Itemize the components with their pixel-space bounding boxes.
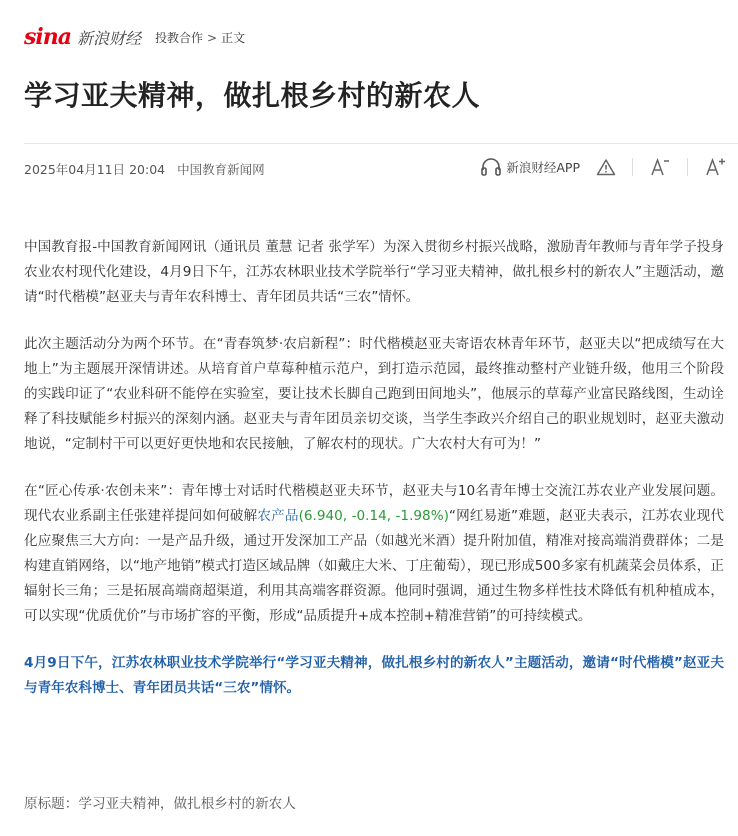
toolbar-divider-2 [687,158,688,176]
font-increase-button[interactable] [704,157,726,177]
article-meta [24,160,265,178]
source-link[interactable]: 中国教育新闻网 [177,162,265,177]
font-increase-icon [704,157,726,177]
paragraph-2: 此次主题活动分为两个环节。在“青春筑梦·农启新程”：时代楷模赵亚夫寄语农林青年环节，赵亚夫以“把成绩写在大地上”为主题展开深情讲述。从培育首户草莓种植示范户，到打造示范园，最终推动整村产业链升级，他用三个阶段的实践印证了“农业科研不能停在实验室，要让技术长脚自己跑到田间地头”，他展示的草莓产业富民路线图，生动诠释了科技赋能乡村振兴的深刻内涵。赵亚夫与青年团员亲切交谈，当学生李政兴介绍自己的职业规划时，赵亚夫激动地说，“定制村干可以更好更快地和农民接触，了解农村的现状。广大农村大有可为！” [24,336,724,452]
finance-logo-text: 新浪财经 [77,28,142,48]
toolbar-divider [632,158,633,176]
article-toolbar [464,152,726,182]
font-decrease-icon [649,157,671,177]
page-title: 学习亚夫精神，做扎根乡村的新农人 [24,79,481,112]
original-title: 原标题：学习亚夫精神，做扎根乡村的新农人 [24,796,296,812]
stock-quote: (6.940, -0.14, -1.98%) [298,508,449,524]
font-decrease-button[interactable] [649,157,671,177]
sina-finance-logo[interactable] [24,24,141,50]
article-body [24,235,724,723]
paragraph-1: 中国教育报-中国教育新闻网讯（通讯员 董慧 记者 张学军）为深入贯彻乡村振兴战略，激励青年教师与青年学子投身农业农村现代化建设，4月9日下午，江苏农林职业技术学院举行“学习亚夫精神，做扎根乡村的新农人”主题活动，邀请“时代楷模”赵亚夫与青年农科博士、青年团员共话“三农”情怀。 [24,239,724,305]
app-label: 新浪财经APP [506,160,580,175]
paragraph-3 [24,479,724,629]
app-download-button[interactable] [480,157,580,177]
breadcrumb [155,29,245,46]
title-divider [24,143,738,144]
headphones-icon [480,157,502,177]
warning-icon [596,158,616,176]
publish-date: 2025年04月11日 20:04 [24,162,166,177]
breadcrumb-investor-education[interactable]: 投教合作 [155,30,204,45]
report-button[interactable] [596,158,616,176]
stock-link[interactable]: 农产品 [257,508,299,524]
paragraph-3-text-a: 在“匠心传承·农创未来”：青年博士对话时代楷模赵亚夫环节，赵亚夫与10名青年博士交流江苏农业产业发展问题。现代农业系副主任张建祥提问如何破解 [24,483,724,524]
summary-paragraph: 4月9日下午，江苏农林职业技术学院举行“学习亚夫精神，做扎根乡村的新农人”主题活动，邀请“时代楷模”赵亚夫与青年农科博士、青年团员共话“三农”情怀。 [24,655,724,696]
sina-logo-text: sina [24,24,71,50]
site-header [24,22,245,52]
breadcrumb-separator: > [207,30,218,45]
breadcrumb-current: 正文 [221,30,246,45]
paragraph-3-text-b: “网红易逝”难题，赵亚夫表示，江苏农业现代化应聚焦三大方向：一是产品升级，通过开发深加工产品（如越光米酒）提升附加值，精准对接高端消费群体；二是构建直销网络，以“地产地销”模式打造区域品牌（如戴庄大米、丁庄葡萄），现已形成500多家有机蔬菜会员体系，正辐射长三角；三是拓展高端商超渠道，利用其高端客群资源。他同时强调，通过生物多样性技术降低有机种植成本，可以实现“优质优价”与市场扩容的平衡，形成“品质提升+成本控制+精准营销”的可持续模式。 [24,508,724,624]
